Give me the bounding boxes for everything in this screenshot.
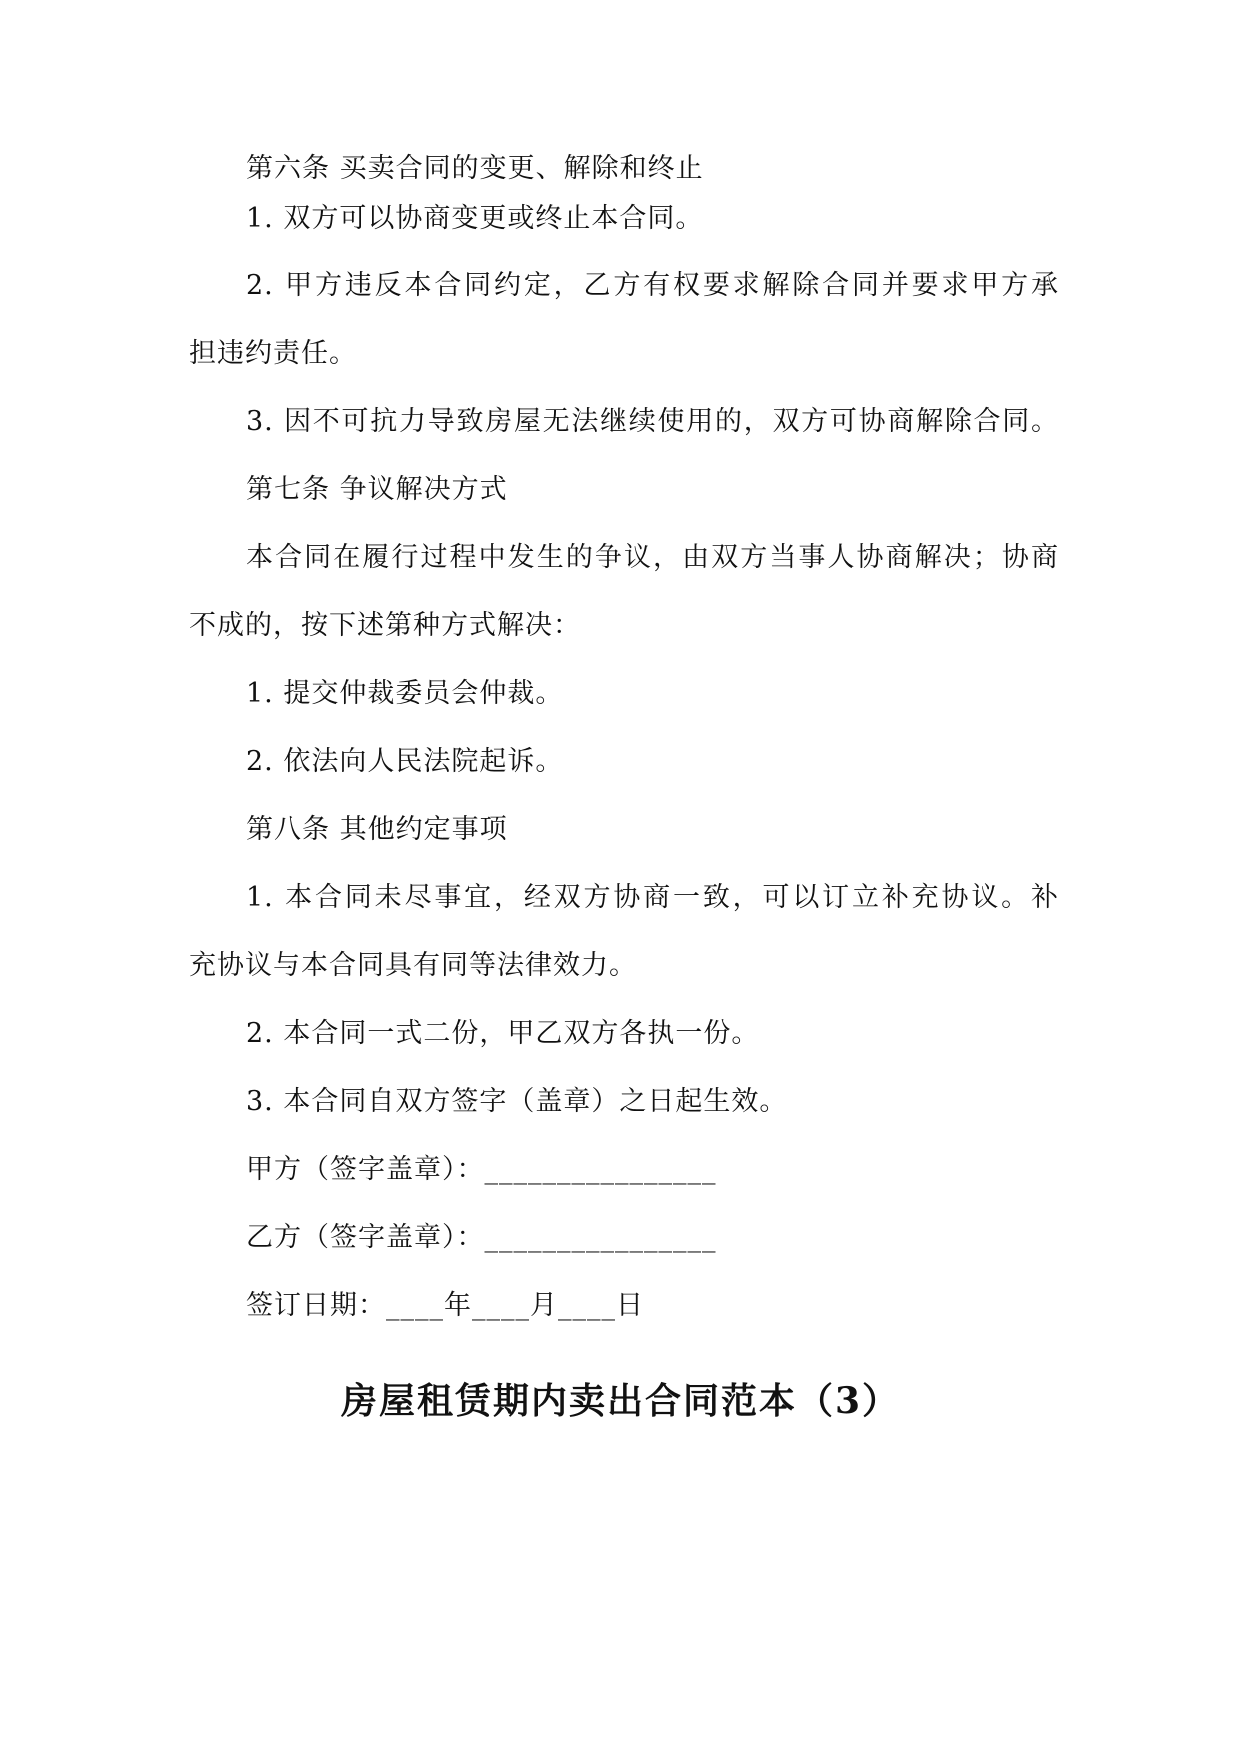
article-8-clause-2: 2. 本合同一式二份，甲乙双方各执一份。 (246, 1018, 760, 1049)
article-7-option-1: 1. 提交仲裁委员会仲裁。 (246, 678, 564, 709)
article-7-body-line-1: 本合同在履行过程中发生的争议，由双方当事人协商解决；协商 (246, 542, 1059, 573)
next-section-title: 房屋租赁期内卖出合同范本（3） (340, 1380, 901, 1422)
article-6-clause-1: 1. 双方可以协商变更或终止本合同。 (246, 203, 704, 234)
article-8-clause-1-line-1: 1. 本合同未尽事宜，经双方协商一致，可以订立补充协议。补 (246, 882, 1059, 913)
party-b-signature-line: 乙方（签字盖章）：________________ (246, 1222, 717, 1253)
article-6-clause-3: 3. 因不可抗力导致房屋无法继续使用的，双方可协商解除合同。 (246, 406, 1059, 437)
signing-date-line: 签订日期：____年____月____日 (246, 1290, 644, 1321)
article-8-clause-1-line-2: 充协议与本合同具有同等法律效力。 (189, 950, 637, 981)
article-6-heading: 第六条 买卖合同的变更、解除和终止 (246, 153, 704, 184)
article-7-option-2: 2. 依法向人民法院起诉。 (246, 746, 564, 777)
article-8-clause-3: 3. 本合同自双方签字（盖章）之日起生效。 (246, 1086, 788, 1117)
article-6-clause-2-line-1: 2. 甲方违反本合同约定，乙方有权要求解除合同并要求甲方承 (246, 270, 1059, 301)
article-7-heading: 第七条 争议解决方式 (246, 474, 508, 505)
article-6-clause-2-line-2: 担违约责任。 (189, 338, 357, 369)
party-a-signature-line: 甲方（签字盖章）：________________ (246, 1154, 717, 1185)
article-8-heading: 第八条 其他约定事项 (246, 814, 508, 845)
article-7-body-line-2: 不成的，按下述第种方式解决： (189, 610, 581, 641)
